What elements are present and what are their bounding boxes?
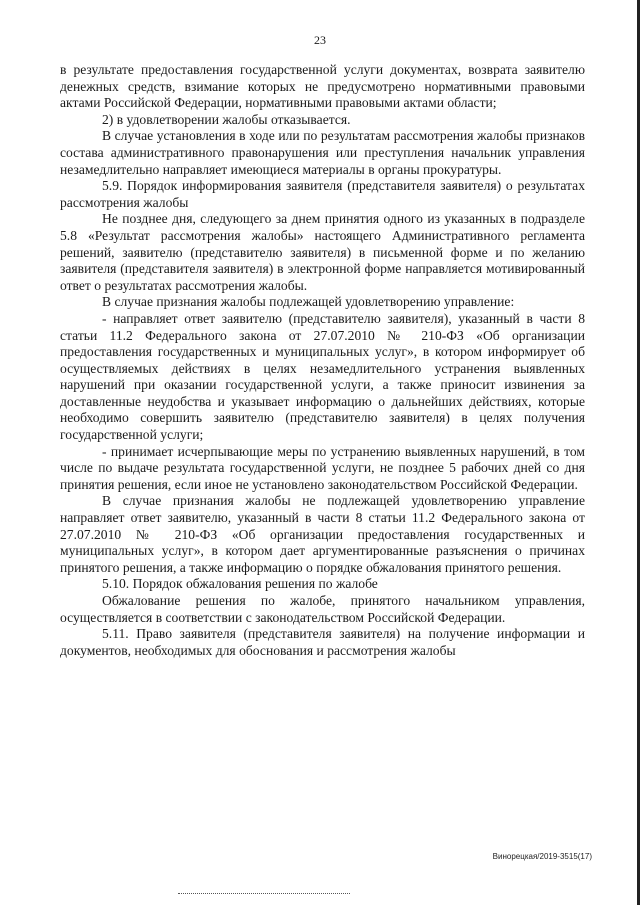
- paragraph: в результате предоставления государственной услуги документах, возврата заявителю денежных средств, взимание которых не предусмотрено нормативными правовыми актами Российской Федерации, нормативными правовыми актами области;: [60, 62, 585, 111]
- paragraph: В случае установления в ходе или по результатам рассмотрения жалобы признаков состава административного правонарушения или преступления начальник управления незамедлительно направляет имеющиеся материалы в органы прокуратуры.: [60, 128, 585, 177]
- paragraph: Обжалование решения по жалобе, принятого начальником управления, осуществляется в соответствии с законодательством Российской Федерации.: [60, 593, 585, 625]
- list-item: - принимает исчерпывающие меры по устранению выявленных нарушений, в том числе по выдаче результата государственной услуги, не позднее 5 рабочих дней со дня принятия решения, если иное не установлено законодательством Российской Федерации.: [60, 443, 585, 492]
- section-heading: 5.11. Право заявителя (представителя заявителя) на получение информации и документов, необходимых для обоснования и рассмотрения жалобы: [60, 626, 585, 658]
- page-number: 23: [314, 33, 326, 47]
- paragraph: Не позднее дня, следующего за днем принятия одного из указанных в подразделе 5.8 «Результат рассмотрения жалобы» настоящего Административного регламента решений, заявителю (представителю заявителя) в письменной форме и по желанию заявителя (представителя заявителя) в электронной форме направляется мотивированный ответ о результатах рассмотрения жалобы.: [60, 211, 585, 293]
- section-heading: 5.10. Порядок обжалования решения по жалобе: [102, 576, 378, 592]
- document-code: Винорецкая/2019-3515(17): [492, 852, 592, 861]
- paragraph: 2) в удовлетворении жалобы отказывается.: [102, 111, 351, 127]
- list-item: - направляет ответ заявителю (представителю заявителя), указанный в части 8 статьи 11.2 Федерального закона от 27.07.2010 № 210-ФЗ «Об организации предоставления государственных и муниципальных услуг», в котором информирует об осуществляемых действиях в целях незамедлительного устранения выявленных нарушений при оказании государственной услуги, а также приносит извинения за доставленные неудобства и указывает информацию о дальнейших действиях, которые необходимо совершить заявителю (представителю заявителя) в целях получения государственной услуги;: [60, 310, 585, 443]
- paragraph: В случае признания жалобы не подлежащей удовлетворению управление направляет ответ заявителю, указанный в части 8 статьи 11.2 Федерального закона от 27.07.2010 № 210-ФЗ «Об организации предоставления государственных и муниципальных услуг», в котором дает аргументированные разъяснения о причинах принятого решения, а также информацию о порядке обжалования принятого решения.: [60, 493, 585, 575]
- document-body: [60, 62, 585, 659]
- paragraph: В случае признания жалобы подлежащей удовлетворению управление:: [102, 294, 515, 310]
- section-heading: 5.9. Порядок информирования заявителя (представителя заявителя) о результатах рассмотрения жалобы: [60, 178, 585, 210]
- footer-divider: [178, 893, 350, 894]
